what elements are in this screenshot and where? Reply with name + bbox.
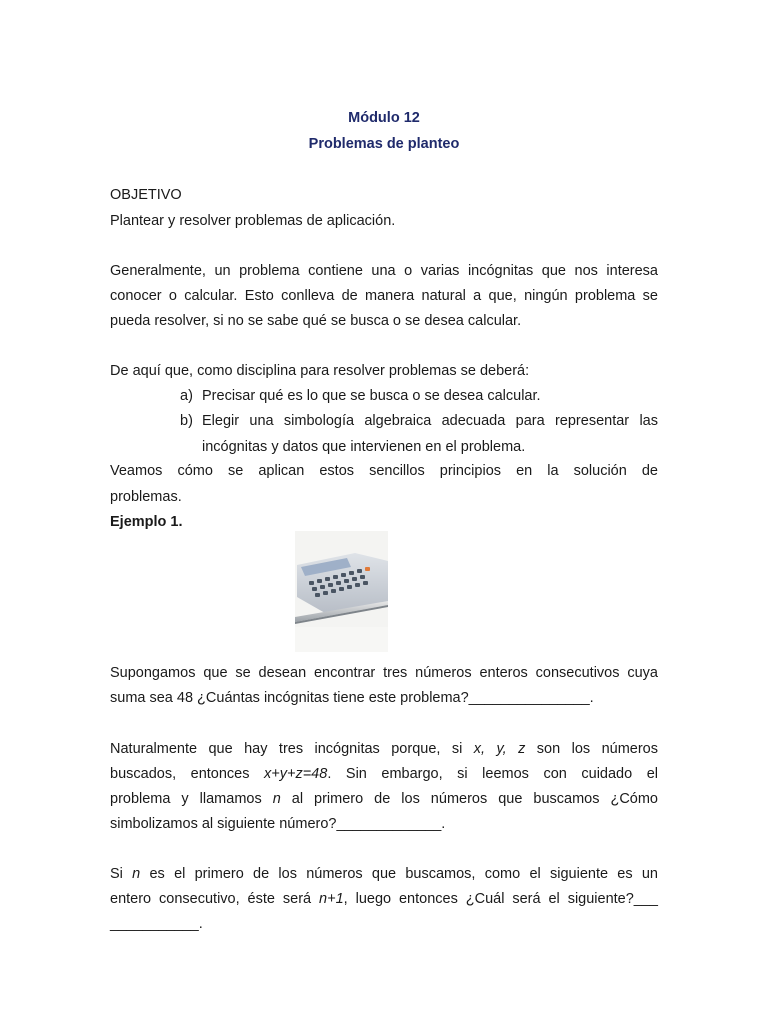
list-item-a [180, 387, 658, 405]
example-heading: Ejemplo 1. [110, 514, 183, 530]
list-text: Elegir una simbología algebraica adecuada para representar las [202, 413, 658, 429]
closing-line: problemas. [110, 489, 182, 505]
module-title: Módulo 12 [348, 110, 420, 126]
next-line: ___________. [110, 916, 203, 932]
list-marker: a) [180, 388, 193, 404]
variable-n: n [272, 791, 281, 807]
text-run: es el primero de los números que buscamos, como el siguiente es un [140, 866, 659, 882]
list-marker: b) [180, 413, 193, 429]
question1-line: Supongamos que se desean encontrar tres números enteros consecutivos cuya [110, 665, 658, 681]
list-continuation: incógnitas y datos que intervienen en el problema. [202, 439, 526, 455]
module-subtitle: Problemas de planteo [308, 136, 460, 152]
variable-n: n [132, 866, 141, 882]
question1-line: suma sea 48 ¿Cuántas incógnitas tiene este problema?_______________. [110, 690, 594, 706]
text-run: buscados, entonces [110, 766, 265, 782]
next-line [110, 865, 658, 883]
next-line [110, 890, 658, 908]
calculator-photo [295, 531, 388, 652]
explanation-line [110, 740, 658, 758]
closing-line: Veamos cómo se aplican estos sencillos principios en la solución de [110, 463, 658, 479]
discipline-lead: De aquí que, como disciplina para resolver problemas se deberá: [110, 363, 530, 379]
text-run: Naturalmente que hay tres incógnitas porque, si [110, 741, 474, 757]
text-run: entero consecutivo, éste será [110, 891, 320, 907]
explanation-line [110, 765, 658, 783]
equation: x+y+z=48 [264, 766, 328, 782]
text-run: al primero de los números que buscamos ¿Cómo [280, 791, 658, 807]
text-run: son los números [525, 741, 658, 757]
objective-label: OBJETIVO [110, 187, 182, 203]
text-run: problema y llamamos [110, 791, 273, 807]
explanation-line: simbolizamos al siguiente número?_____________. [110, 816, 446, 832]
text-run: Si [110, 866, 133, 882]
expression-n-plus-1: n+1 [319, 891, 344, 907]
objective-text: Plantear y resolver problemas de aplicación. [110, 213, 396, 229]
list-text: Precisar qué es lo que se busca o se desea calcular. [202, 388, 541, 404]
text-run: , luego entonces ¿Cuál será el siguiente?___ [343, 891, 659, 907]
variables: x, y, z [473, 741, 526, 757]
intro-line: Generalmente, un problema contiene una o varias incógnitas que nos interesa [110, 263, 658, 279]
intro-line: pueda resolver, si no se sabe qué se busca o se desea calcular. [110, 313, 522, 329]
text-run: . Sin embargo, si leemos con cuidado el [327, 766, 658, 782]
explanation-line [110, 790, 658, 808]
list-item-b [180, 412, 658, 430]
intro-line: conocer o calcular. Esto conlleva de manera natural a que, ningún problema se [110, 288, 658, 304]
